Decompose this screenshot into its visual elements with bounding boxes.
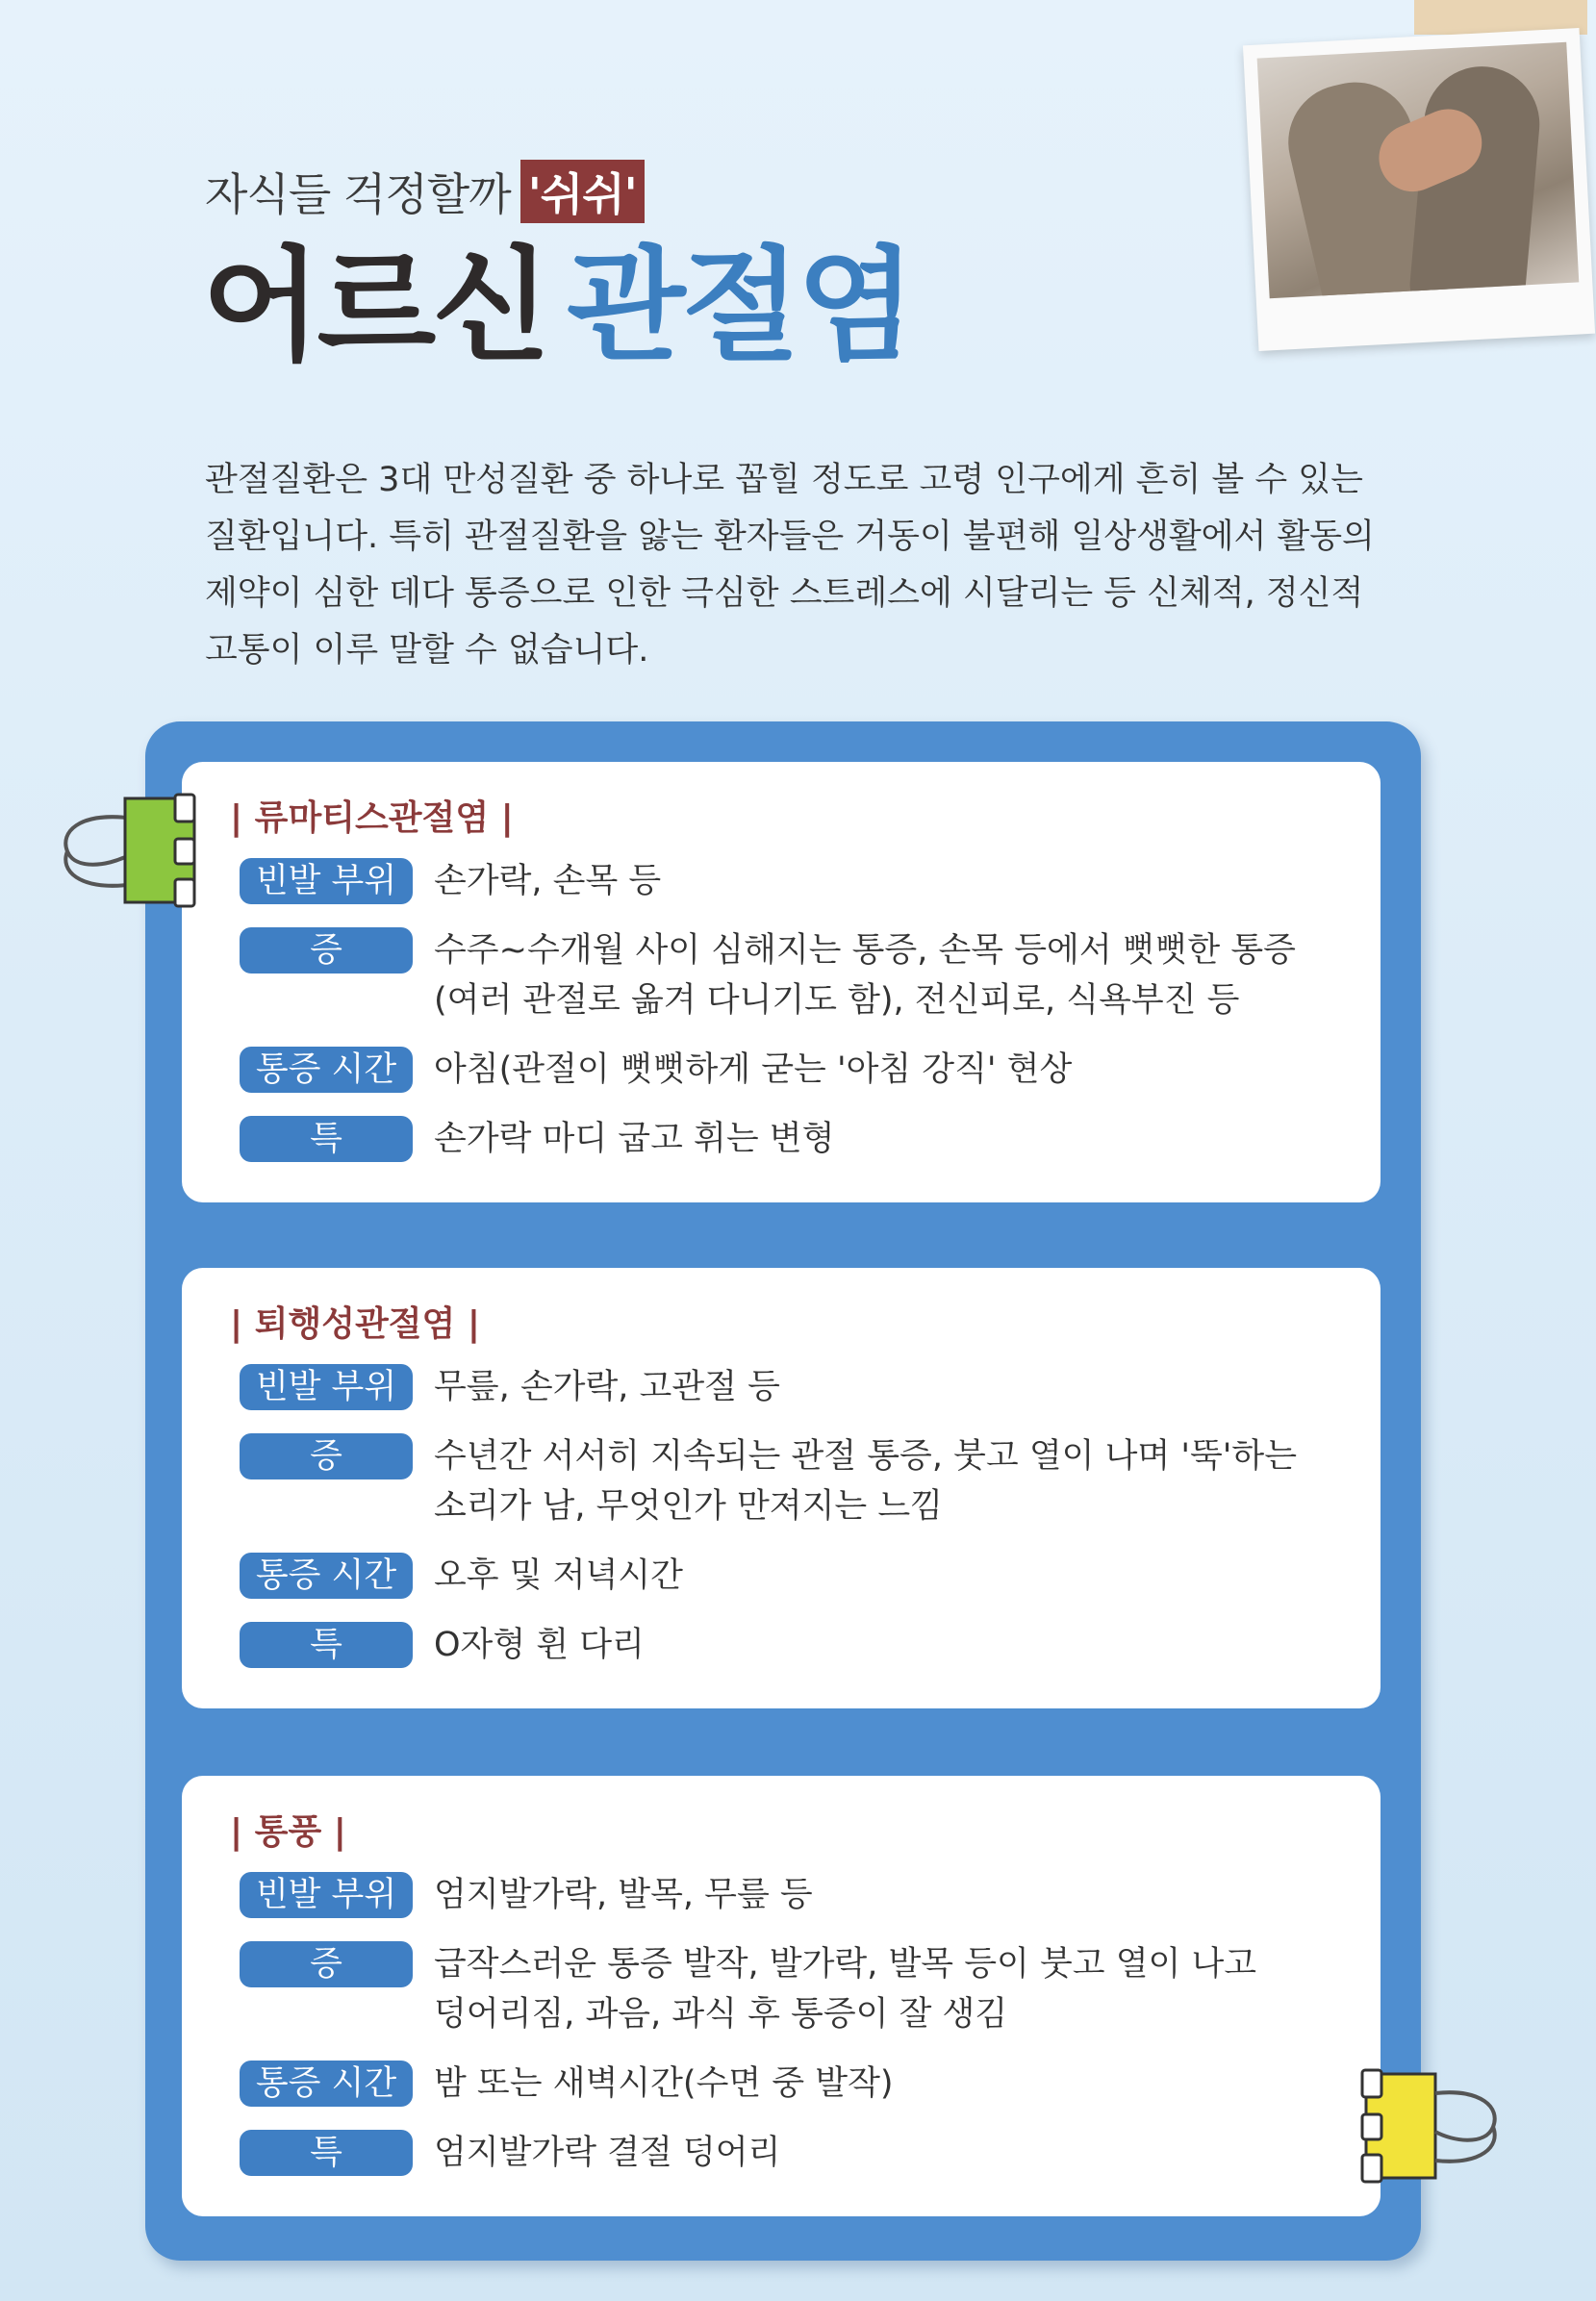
value-time: 오후 및 저녁시간 (434, 1556, 683, 1595)
label-feature: 특 징 (240, 1622, 413, 1668)
value-site: 엄지발가락, 발목, 무릎 등 (434, 1876, 813, 1914)
page-title (202, 235, 912, 378)
label-time: 통증 시간 (240, 1553, 413, 1599)
label-time: 통증 시간 (240, 1047, 413, 1093)
card-degenerative (182, 1268, 1381, 1708)
label-time: 통증 시간 (240, 2061, 413, 2107)
label-symptom: 증 상 (240, 1433, 413, 1479)
kicker-line (205, 160, 645, 223)
yellow-binder-clip-icon (1356, 2064, 1501, 2189)
label-site: 빈발 부위 (240, 1872, 413, 1918)
value-site: 무릎, 손가락, 고관절 등 (434, 1368, 780, 1406)
card-rheumatoid (182, 762, 1381, 1202)
value-time: 밤 또는 새벽시간(수면 중 발작) (434, 2064, 894, 2103)
value-symptom: 수주~수개월 사이 심해지는 통증, 손목 등에서 뻣뻣한 통증 (여러 관절로 옮겨 다니기도 함), 전신피로, 식욕부진 등 (434, 931, 1296, 1020)
green-binder-clip-icon (60, 789, 204, 914)
value-feature: O자형 휜 다리 (434, 1626, 645, 1664)
kicker-tag: '쉬쉬' (520, 160, 645, 223)
card-gout (182, 1776, 1381, 2216)
value-feature: 엄지발가락 결절 덩어리 (434, 2134, 781, 2172)
label-symptom: 증 상 (240, 1941, 413, 1987)
card-title: | 통풍 | (230, 1812, 346, 1852)
kicker-text: 자식들 걱정할까 (205, 168, 511, 220)
card-title: | 류마티스관절염 | (230, 798, 514, 838)
label-site: 빈발 부위 (240, 1364, 413, 1410)
title-dark: 어르신 (202, 235, 547, 378)
value-feature: 손가락 마디 굽고 휘는 변형 (434, 1120, 835, 1158)
label-feature: 특 징 (240, 1116, 413, 1162)
value-site: 손가락, 손목 등 (434, 862, 662, 900)
label-symptom: 증 상 (240, 927, 413, 974)
value-time: 아침(관절이 뻣뻣하게 굳는 '아침 강직' 현상 (434, 1050, 1073, 1089)
intro-paragraph: 관절질환은 3대 만성질환 중 하나로 꼽힐 정도로 고령 인구에게 흔히 볼 수 있는 질환입니다. 특히 관절질환을 앓는 환자들은 거동이 불편해 일상생활에서 활동의 제약이 심한 데다 통증으로 인한 극심한 스트레스에 시달리는 등 신체적, 정신적 고통이 이루 말할 수 없습니다. (205, 461, 1375, 670)
knee-pain-photo (1243, 28, 1595, 351)
value-symptom: 급작스러운 통증 발작, 발가락, 발목 등이 붓고 열이 나고 덩어리짐, 과음, 과식 후 통증이 잘 생김 (434, 1945, 1257, 2034)
card-title: | 퇴행성관절염 | (230, 1304, 481, 1344)
label-site: 빈발 부위 (240, 858, 413, 904)
title-blue: 관절염 (566, 235, 912, 378)
value-symptom: 수년간 서서히 지속되는 관절 통증, 붓고 열이 나며 '뚝'하는 소리가 남, 무엇인가 만져지는 느낌 (434, 1437, 1298, 1526)
label-feature: 특 징 (240, 2130, 413, 2176)
